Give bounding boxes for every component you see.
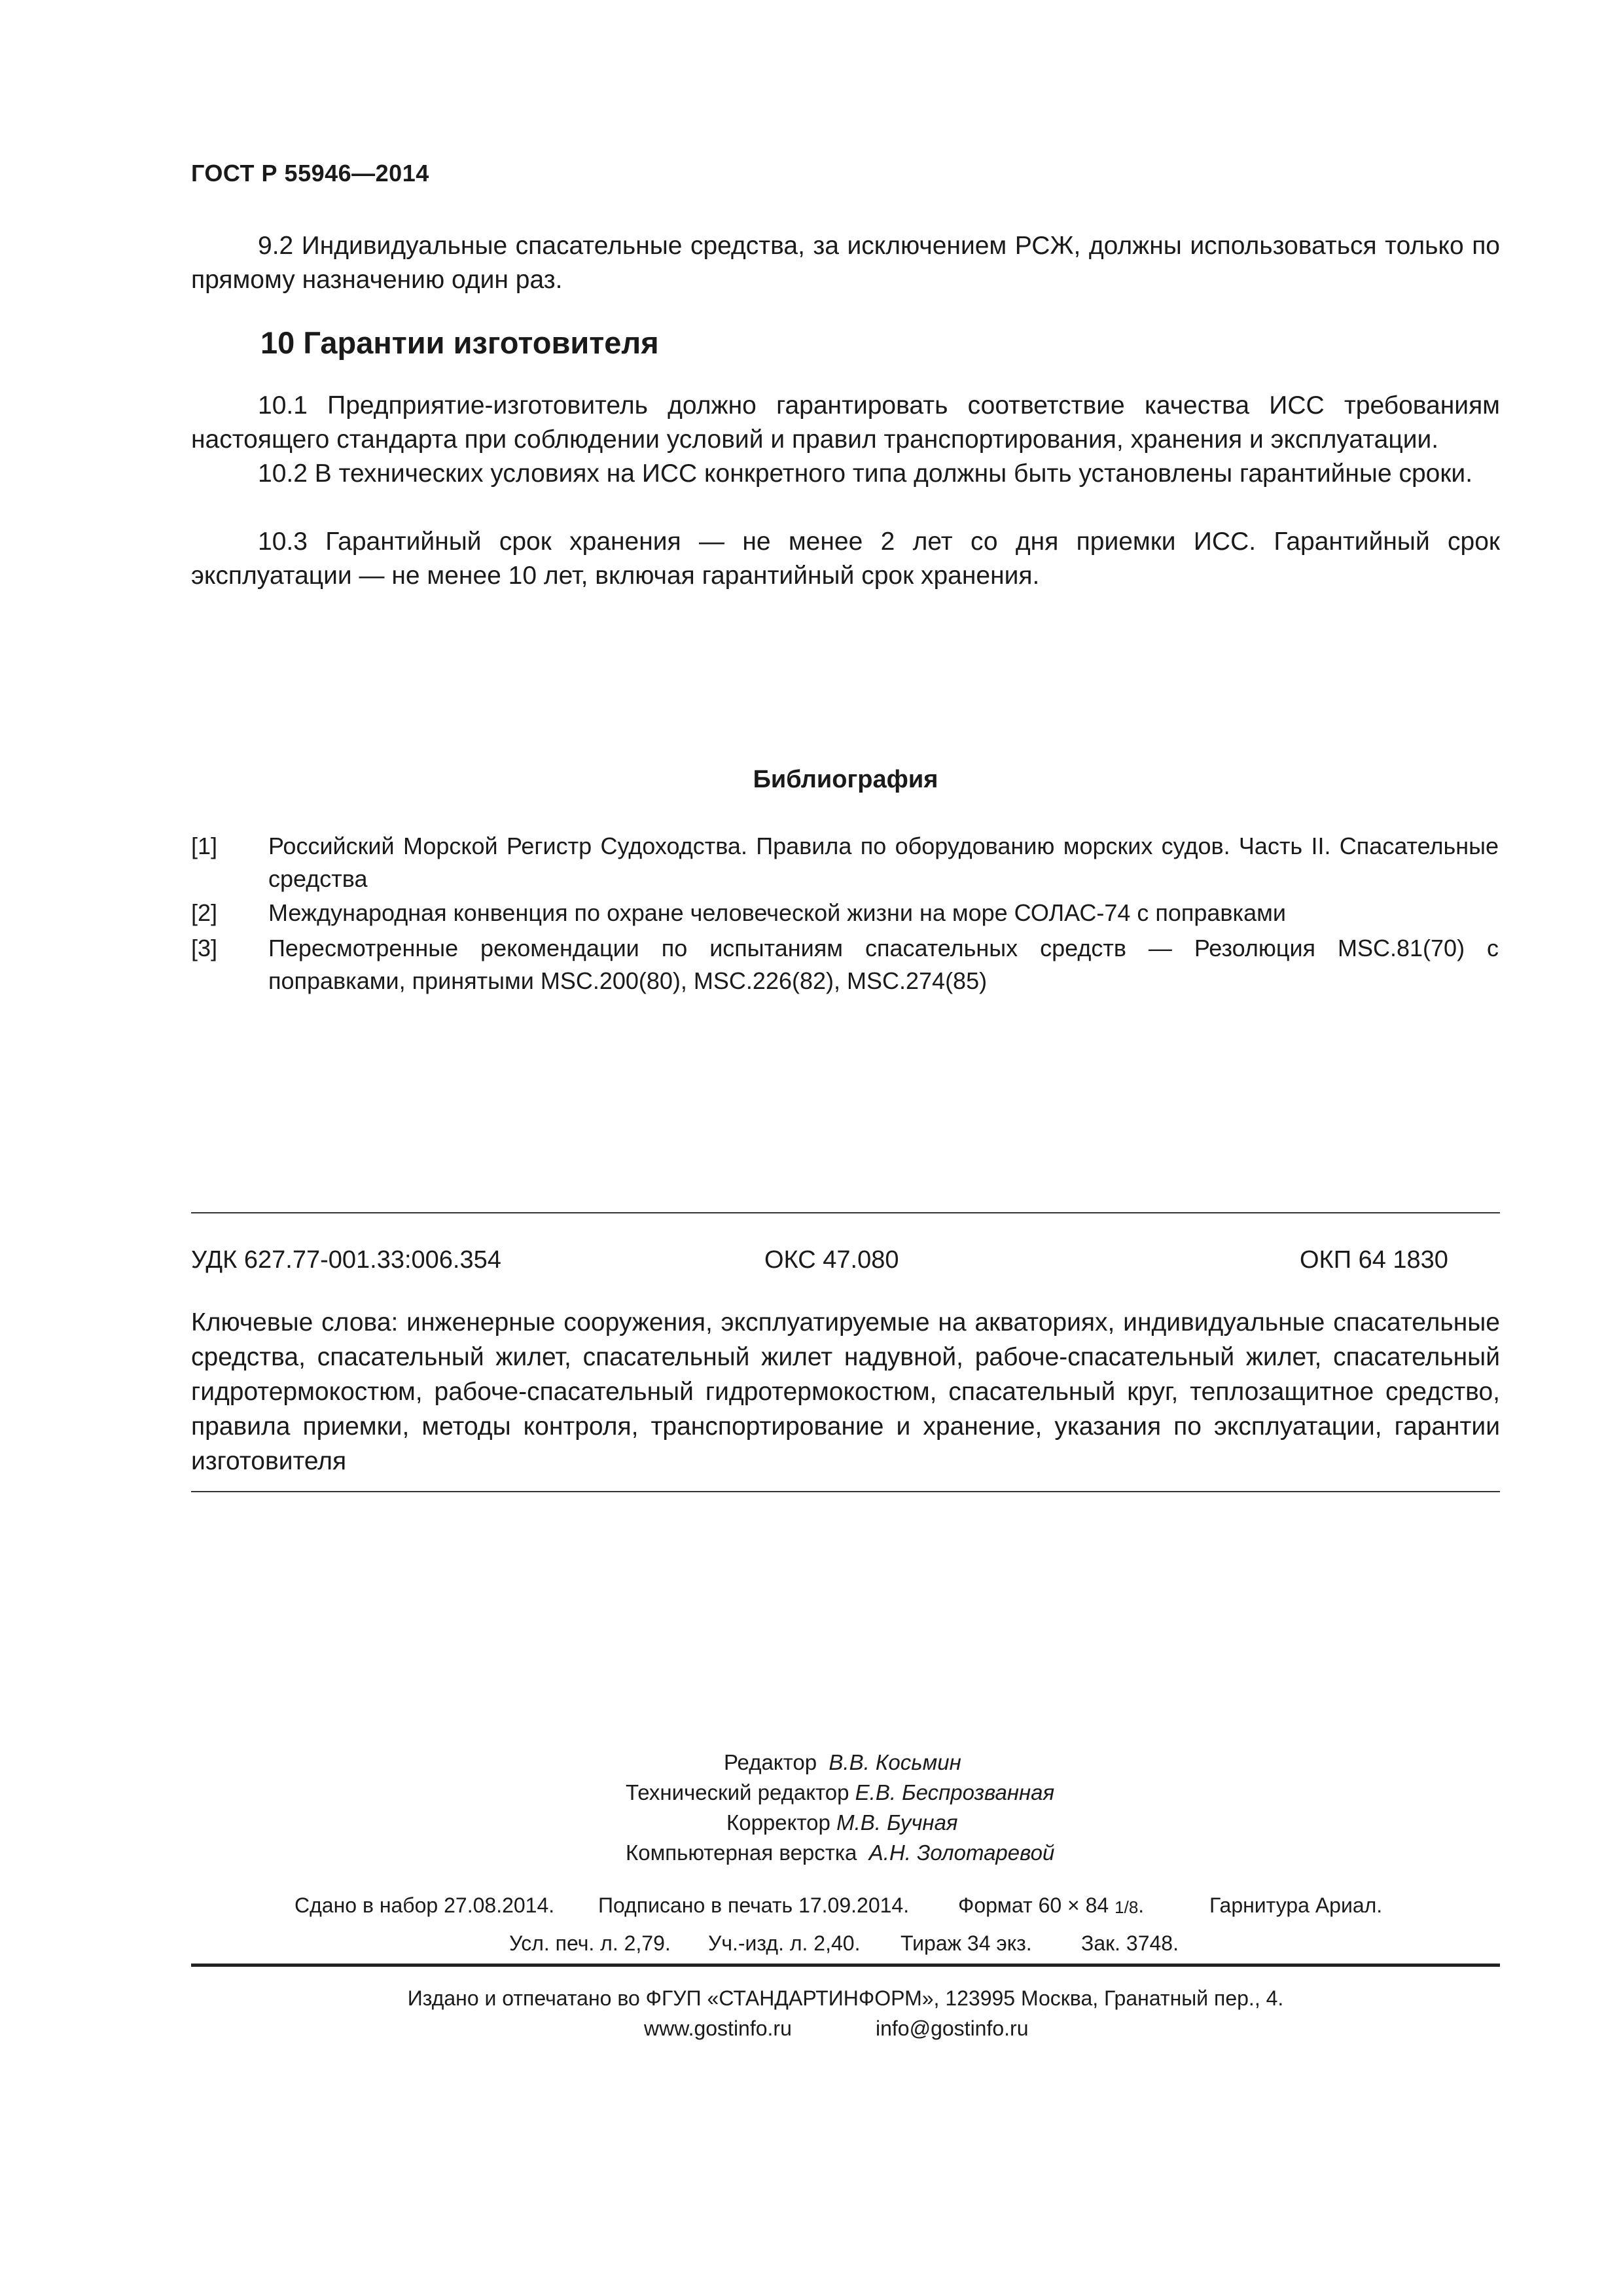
bibliography-ref-text: Международная конвенция по охране человеческой жизни на море СОЛАС-74 с поправками [268,899,1286,926]
bibliography-ref-number: [2] [191,899,218,926]
publisher-email-link[interactable]: info@gostinfo.ru [876,2017,1029,2040]
print-submitted: Сдано в набор 27.08.2014. [294,1893,555,1917]
credit-corrector [726,1808,958,1838]
print-uch: Уч.-изд. л. 2,40. [708,1931,861,1955]
credit-label: Компьютерная верстка [626,1840,857,1865]
print-format: Формат 60 × 84 1/8. [958,1890,1144,1922]
credit-label: Корректор [726,1810,830,1835]
credit-name: М.В. Бучная [836,1810,958,1835]
credit-label: Редактор [724,1750,817,1774]
paragraph-10-3: 10.3 Гарантийный срок хранения — не менее 2 лет со дня приемки ИСС. Гарантийный срок эксплуатации — не менее 10 лет, включая гарантийный срок хранения. [191,528,1500,590]
divider-line-thick [191,1964,1500,1967]
section-10-title: 10 Гарантии изготовителя [260,325,659,360]
credit-name: В.В. Косьмин [829,1750,961,1774]
print-zak: Зак. 3748. [1081,1931,1179,1955]
bibliography-ref-number: [1] [191,833,218,859]
publisher-website-link[interactable]: www.gostinfo.ru [644,2017,792,2040]
print-tirazh: Тираж 34 экз. [901,1931,1032,1955]
credit-name: Е.В. Беспрозванная [855,1780,1055,1804]
format-numerator: 1 [1115,1897,1124,1917]
divider-line [191,1212,1500,1213]
divider-line [191,1491,1500,1492]
credit-label: Технический редактор [626,1780,849,1804]
document-header: ГОСТ Р 55946—2014 [191,160,429,187]
okp-code: ОКП 64 1830 [1300,1246,1448,1274]
udk-code: УДК 627.77-001.33:006.354 [191,1246,501,1274]
format-label: Формат 60 × 84 [958,1893,1109,1917]
paragraph-10-1: 10.1 Предприятие-изготовитель должно гарантировать соответствие качества ИСС требованиям настоящего стандарта при соблюдении условий и правил транспортирования, хранения и эксплуатации. [191,391,1500,454]
bibliography-ref-text: Российский Морской Регистр Судоходства. Правила по оборудованию морских судов. Часть II. Спасательные средства [268,833,1499,892]
paragraph-9-2: 9.2 Индивидуальные спасательные средства, за исключением РСЖ, должны использоваться только по прямому назначению один раз. [191,232,1500,294]
bibliography-ref-number: [3] [191,935,218,961]
publisher-line: Издано и отпечатано во ФГУП «СТАНДАРТИНФОРМ», 123995 Москва, Гранатный пер., 4. [407,1986,1284,2010]
print-signed: Подписано в печать 17.09.2014. [598,1893,910,1917]
oks-code: ОКС 47.080 [764,1246,899,1274]
credit-tech-editor [626,1778,1054,1808]
credit-layout [626,1838,1054,1868]
keywords-paragraph: Ключевые слова: инженерные сооружения, эксплуатируемые на акваториях, индивидуальные спасательные средства, спасательный жилет, спасательный жилет надувной, рабоче-спасательный жилет, спасательный гидротермокостюм, рабоче-спасательный гидротермокостюм, спасательный круг, теплозащитное средство, правила приемки, методы контроля, транспортирование и хранение, указания по эксплуатации, гарантии изготовителя [191,1308,1500,1475]
bibliography-ref-text: Пересмотренные рекомендации по испытаниям спасательных средств — Резолюция MSC.81(70) с поправками, принятыми MSC.200(80), MSC.226(82), MSC.274(85) [268,935,1499,994]
print-usl: Усл. печ. л. 2,79. [509,1931,671,1955]
credit-editor [724,1748,961,1778]
print-typeface: Гарнитура Ариал. [1209,1893,1383,1917]
paragraph-10-2: 10.2 В технических условиях на ИСС конкретного типа должны быть установлены гарантийные сроки. [258,459,1473,488]
credit-name: А.Н. Золотаревой [868,1840,1055,1865]
format-fraction: 1/8 [1115,1897,1139,1917]
bibliography-title: Библиография [753,766,938,793]
format-denominator: 8 [1128,1897,1139,1917]
